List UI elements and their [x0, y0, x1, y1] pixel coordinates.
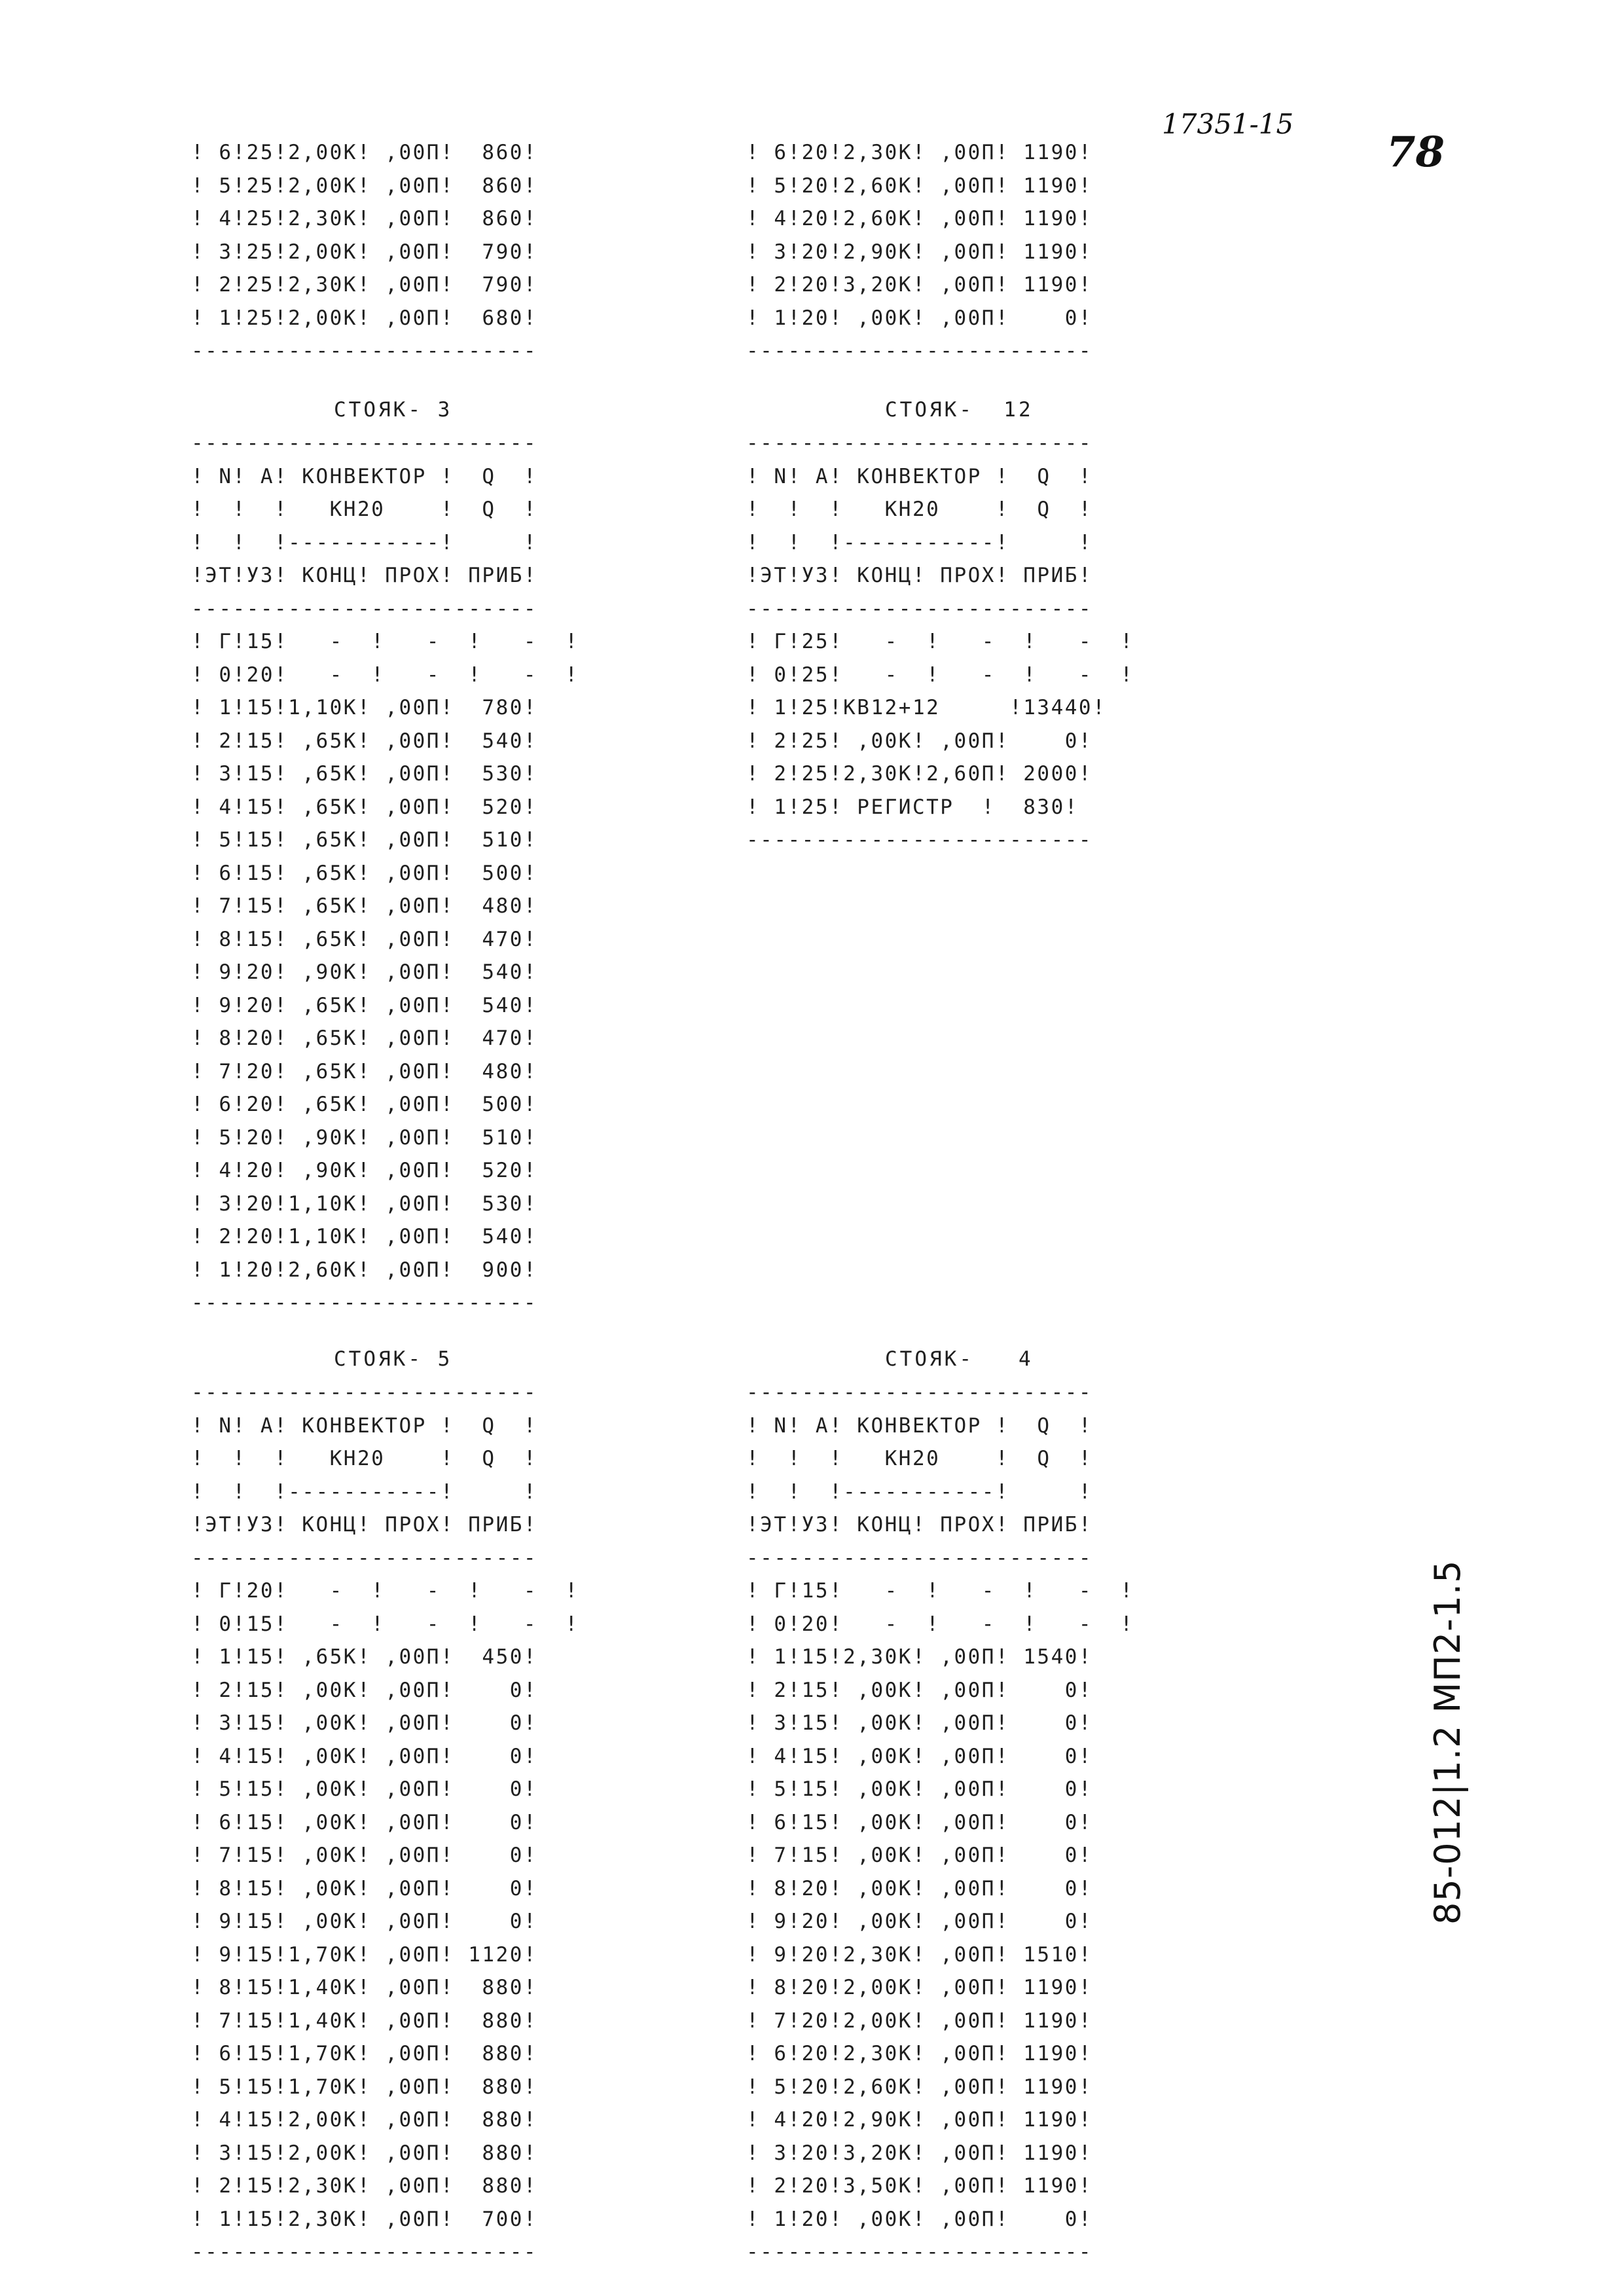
printout-line: ! 1!25!2,00К! ,00П! 680!: [191, 306, 538, 330]
printout-line: ! 6!20!2,30К! ,00П! 1190!: [746, 141, 1093, 164]
printout-line: ! 8!15! ,65К! ,00П! 470!: [191, 927, 538, 951]
printout-line: ! 3!15! ,00К! ,00П! 0!: [191, 1711, 538, 1735]
printout-line: ! 6!20! ,65К! ,00П! 500!: [191, 1093, 538, 1116]
printout-line: -------------------------: [746, 596, 1093, 621]
printout-line: ! 5!15! ,65К! ,00П! 510!: [191, 828, 538, 852]
printout-line: -------------------------: [191, 431, 538, 455]
printout-line: ! Г!25! - ! - ! - !: [746, 630, 1134, 653]
printout-line: ! 4!20!2,60К! ,00П! 1190!: [746, 207, 1093, 230]
printout-line: ! 2!15! ,00К! ,00П! 0!: [746, 1678, 1093, 1702]
printout-line: -------------------------: [746, 828, 1093, 852]
printout-line: ! 3!15! ,65К! ,00П! 530!: [191, 762, 538, 786]
printout-line: ! 3!20!1,10К! ,00П! 530!: [191, 1191, 538, 1216]
printout-line: -------------------------: [746, 431, 1093, 455]
printout-line: ! 5!20!2,60К! ,00П! 1190!: [746, 173, 1093, 198]
printout-line: ! 5!25!2,00К! ,00П! 860!: [191, 173, 538, 198]
printout-line: ! 7!15! ,00К! ,00П! 0!: [191, 1844, 538, 1867]
printout-line: ! N! А! КОНВЕКТОР ! Q !: [191, 464, 538, 488]
stoyak-12-table: [746, 427, 1134, 857]
printout-line: ! 4!15! ,65К! ,00П! 520!: [191, 795, 538, 819]
printout-line: ! 1!15! ,65К! ,00П! 450!: [191, 1645, 538, 1669]
printout-line: ! 9!20! ,65К! ,00П! 540!: [191, 993, 538, 1017]
printout-line: ! 2!20!3,20К! ,00П! 1190!: [746, 273, 1093, 297]
printout-line: ! 3!20!3,20К! ,00П! 1190!: [746, 2141, 1093, 2165]
printout-line: ! 4!25!2,30К! ,00П! 860!: [191, 207, 538, 230]
printout-line: ! 1!15!1,10К! ,00П! 780!: [191, 696, 538, 719]
printout-line: ! 9!15! ,00К! ,00П! 0!: [191, 1910, 538, 1933]
printout-line: ! 2!20!1,10К! ,00П! 540!: [191, 1225, 538, 1248]
printout-line: ! 9!20! ,00К! ,00П! 0!: [746, 1910, 1093, 1933]
printout-line: ! 2!25!2,30К! ,00П! 790!: [191, 273, 538, 297]
printout-line: ! ! !-----------! !: [191, 530, 538, 554]
printout-line: ! 7!15! ,65К! ,00П! 480!: [191, 894, 538, 918]
printout-line: ! ! ! КН20 ! Q !: [746, 1447, 1093, 1470]
printout-line: ! 4!20! ,90К! ,00П! 520!: [191, 1159, 538, 1182]
printout-line: ! 1!25! РЕГИСТР ! 830!: [746, 795, 1079, 819]
printout-line: ! 0!20! - ! - ! - !: [191, 663, 579, 687]
printout-line: ! 3!25!2,00К! ,00П! 790!: [191, 240, 538, 264]
printout-line: ! 0!15! - ! - ! - !: [191, 1612, 579, 1636]
printout-line: ! N! А! КОНВЕКТОР ! Q !: [746, 1413, 1093, 1438]
stoyak-5-table: [191, 1376, 579, 2269]
printout-line: ! 8!15!1,40К! ,00П! 880!: [191, 1976, 538, 1999]
printout-line: ! 9!15!1,70К! ,00П! 1120!: [191, 1942, 538, 1967]
printout-line: ! 6!25!2,00К! ,00П! 860!: [191, 141, 538, 164]
printout-line: ! 7!15!1,40К! ,00П! 880!: [191, 2008, 538, 2033]
printout-line: ! 8!20! ,65К! ,00П! 470!: [191, 1027, 538, 1050]
printout-line: ! 5!20! ,90К! ,00П! 510!: [191, 1125, 538, 1150]
printout-line: ! 1!15!2,30К! ,00П! 1540!: [746, 1645, 1093, 1669]
printout-line: ! 3!15!2,00К! ,00П! 880!: [191, 2141, 538, 2165]
printout-line: ! 1!20! ,00К! ,00П! 0!: [746, 2207, 1093, 2231]
printout-line: !ЭТ!УЗ! КОНЦ! ПРОХ! ПРИБ!: [191, 564, 538, 587]
printout-line: ! 2!15! ,00К! ,00П! 0!: [191, 1678, 538, 1702]
printout-line: ! Г!15! - ! - ! - !: [746, 1579, 1134, 1603]
printout-line: -------------------------: [191, 339, 538, 363]
printout-line: ! 2!15!2,30К! ,00П! 880!: [191, 2174, 538, 2198]
printout-line: ! 9!20!2,30К! ,00П! 1510!: [746, 1942, 1093, 1967]
printout-line: ! ! ! КН20 ! Q !: [191, 498, 538, 521]
printout-line: -------------------------: [191, 1381, 538, 1404]
printout-line: -------------------------: [746, 1546, 1093, 1570]
page-number: 78: [1386, 128, 1445, 177]
printout-line: ! 6!15!1,70К! ,00П! 880!: [191, 2042, 538, 2065]
printout-line: ! 6!15! ,00К! ,00П! 0!: [191, 1810, 538, 1834]
printout-line: ! Г!20! - ! - ! - !: [191, 1579, 579, 1603]
printout-line: ! 4!15!2,00К! ,00П! 880!: [191, 2108, 538, 2132]
printout-line: ! ! !-----------! !: [746, 1480, 1093, 1504]
printout-line: !ЭТ!УЗ! КОНЦ! ПРОХ! ПРИБ!: [746, 564, 1093, 587]
printout-line: -------------------------: [191, 2240, 538, 2264]
printout-line: ! 6!15! ,65К! ,00П! 500!: [191, 861, 538, 885]
printout-line: ! N! А! КОНВЕКТОР ! Q !: [191, 1413, 538, 1438]
printout-line: ! 7!20!2,00К! ,00П! 1190!: [746, 2008, 1093, 2033]
printout-line: ! 1!15!2,30К! ,00П! 700!: [191, 2207, 538, 2231]
stoyak-3-table: [191, 427, 579, 1320]
printout-line: ! 2!25! ,00К! ,00П! 0!: [746, 729, 1093, 753]
printout-line: ! ! ! КН20 ! Q !: [746, 498, 1093, 521]
printout-line: ! 8!15! ,00К! ,00П! 0!: [191, 1876, 538, 1900]
printout-line: ! 5!15! ,00К! ,00П! 0!: [191, 1777, 538, 1801]
printout-line: ! 5!20!2,60К! ,00П! 1190!: [746, 2075, 1093, 2099]
printout-line: -------------------------: [746, 339, 1093, 363]
stoyak-12-title: СТОЯК- 12: [885, 398, 1034, 422]
printout-line: ! 5!15! ,00К! ,00П! 0!: [746, 1777, 1093, 1801]
top-right-table-continuation: [746, 136, 1092, 368]
printout-line: ! 6!20!2,30К! ,00П! 1190!: [746, 2042, 1093, 2065]
printout-line: -------------------------: [191, 1291, 538, 1315]
printout-line: -------------------------: [191, 1546, 538, 1570]
printout-line: ! ! ! КН20 ! Q !: [191, 1447, 538, 1470]
printout-line: ! 2!15! ,65К! ,00П! 540!: [191, 729, 538, 753]
printout-line: ! 2!20!3,50К! ,00П! 1190!: [746, 2174, 1093, 2198]
printout-line: ! 9!20! ,90К! ,00П! 540!: [191, 960, 538, 984]
printout-line: ! 3!15! ,00К! ,00П! 0!: [746, 1711, 1093, 1735]
printout-line: ! 8!20! ,00К! ,00П! 0!: [746, 1876, 1093, 1900]
printout-line: ! ! !-----------! !: [191, 1480, 538, 1504]
printout-line: ! 0!20! - ! - ! - !: [746, 1612, 1134, 1636]
printout-line: -------------------------: [746, 1381, 1093, 1404]
printout-line: ! 4!15! ,00К! ,00П! 0!: [191, 1744, 538, 1768]
printout-line: !ЭТ!УЗ! КОНЦ! ПРОХ! ПРИБ!: [191, 1513, 538, 1536]
printout-line: ! 8!20!2,00К! ,00П! 1190!: [746, 1976, 1093, 1999]
top-left-table-continuation: [191, 136, 537, 368]
printout-line: ! 6!15! ,00К! ,00П! 0!: [746, 1810, 1093, 1834]
printout-line: ! 7!15! ,00К! ,00П! 0!: [746, 1844, 1093, 1867]
printout-line: ! ! !-----------! !: [746, 530, 1093, 554]
printout-line: ! 3!20!2,90К! ,00П! 1190!: [746, 240, 1093, 264]
printout-line: -------------------------: [191, 596, 538, 621]
doc-code-handwritten: 17351-15: [1162, 108, 1294, 140]
printout-line: ! 1!20!2,60К! ,00П! 900!: [191, 1258, 538, 1282]
printout-line: -------------------------: [746, 2240, 1093, 2264]
printout-line: ! 7!20! ,65К! ,00П! 480!: [191, 1059, 538, 1083]
printout-line: ! Г!15! - ! - ! - !: [191, 630, 579, 653]
stoyak-3-title: СТОЯК- 3: [334, 398, 453, 422]
printout-line: ! 4!15! ,00К! ,00П! 0!: [746, 1744, 1093, 1768]
stoyak-4-title: СТОЯК- 4: [885, 1347, 1034, 1371]
printout-line: ! 1!25!КВ12+12 !13440!: [746, 696, 1107, 719]
printout-line: ! 4!20!2,90К! ,00П! 1190!: [746, 2108, 1093, 2132]
side-document-code: 85-012|1.2 МП2-1.5: [1427, 1559, 1468, 1925]
printout-line: ! N! А! КОНВЕКТОР ! Q !: [746, 464, 1093, 488]
stoyak-4-table: [746, 1376, 1134, 2269]
printout-line: ! 0!25! - ! - ! - !: [746, 663, 1134, 687]
printout-line: !ЭТ!УЗ! КОНЦ! ПРОХ! ПРИБ!: [746, 1513, 1093, 1536]
printout-line: ! 5!15!1,70К! ,00П! 880!: [191, 2075, 538, 2099]
printout-line: ! 2!25!2,30К!2,60П! 2000!: [746, 762, 1093, 786]
printout-line: ! 1!20! ,00К! ,00П! 0!: [746, 306, 1093, 330]
stoyak-5-title: СТОЯК- 5: [334, 1347, 453, 1371]
